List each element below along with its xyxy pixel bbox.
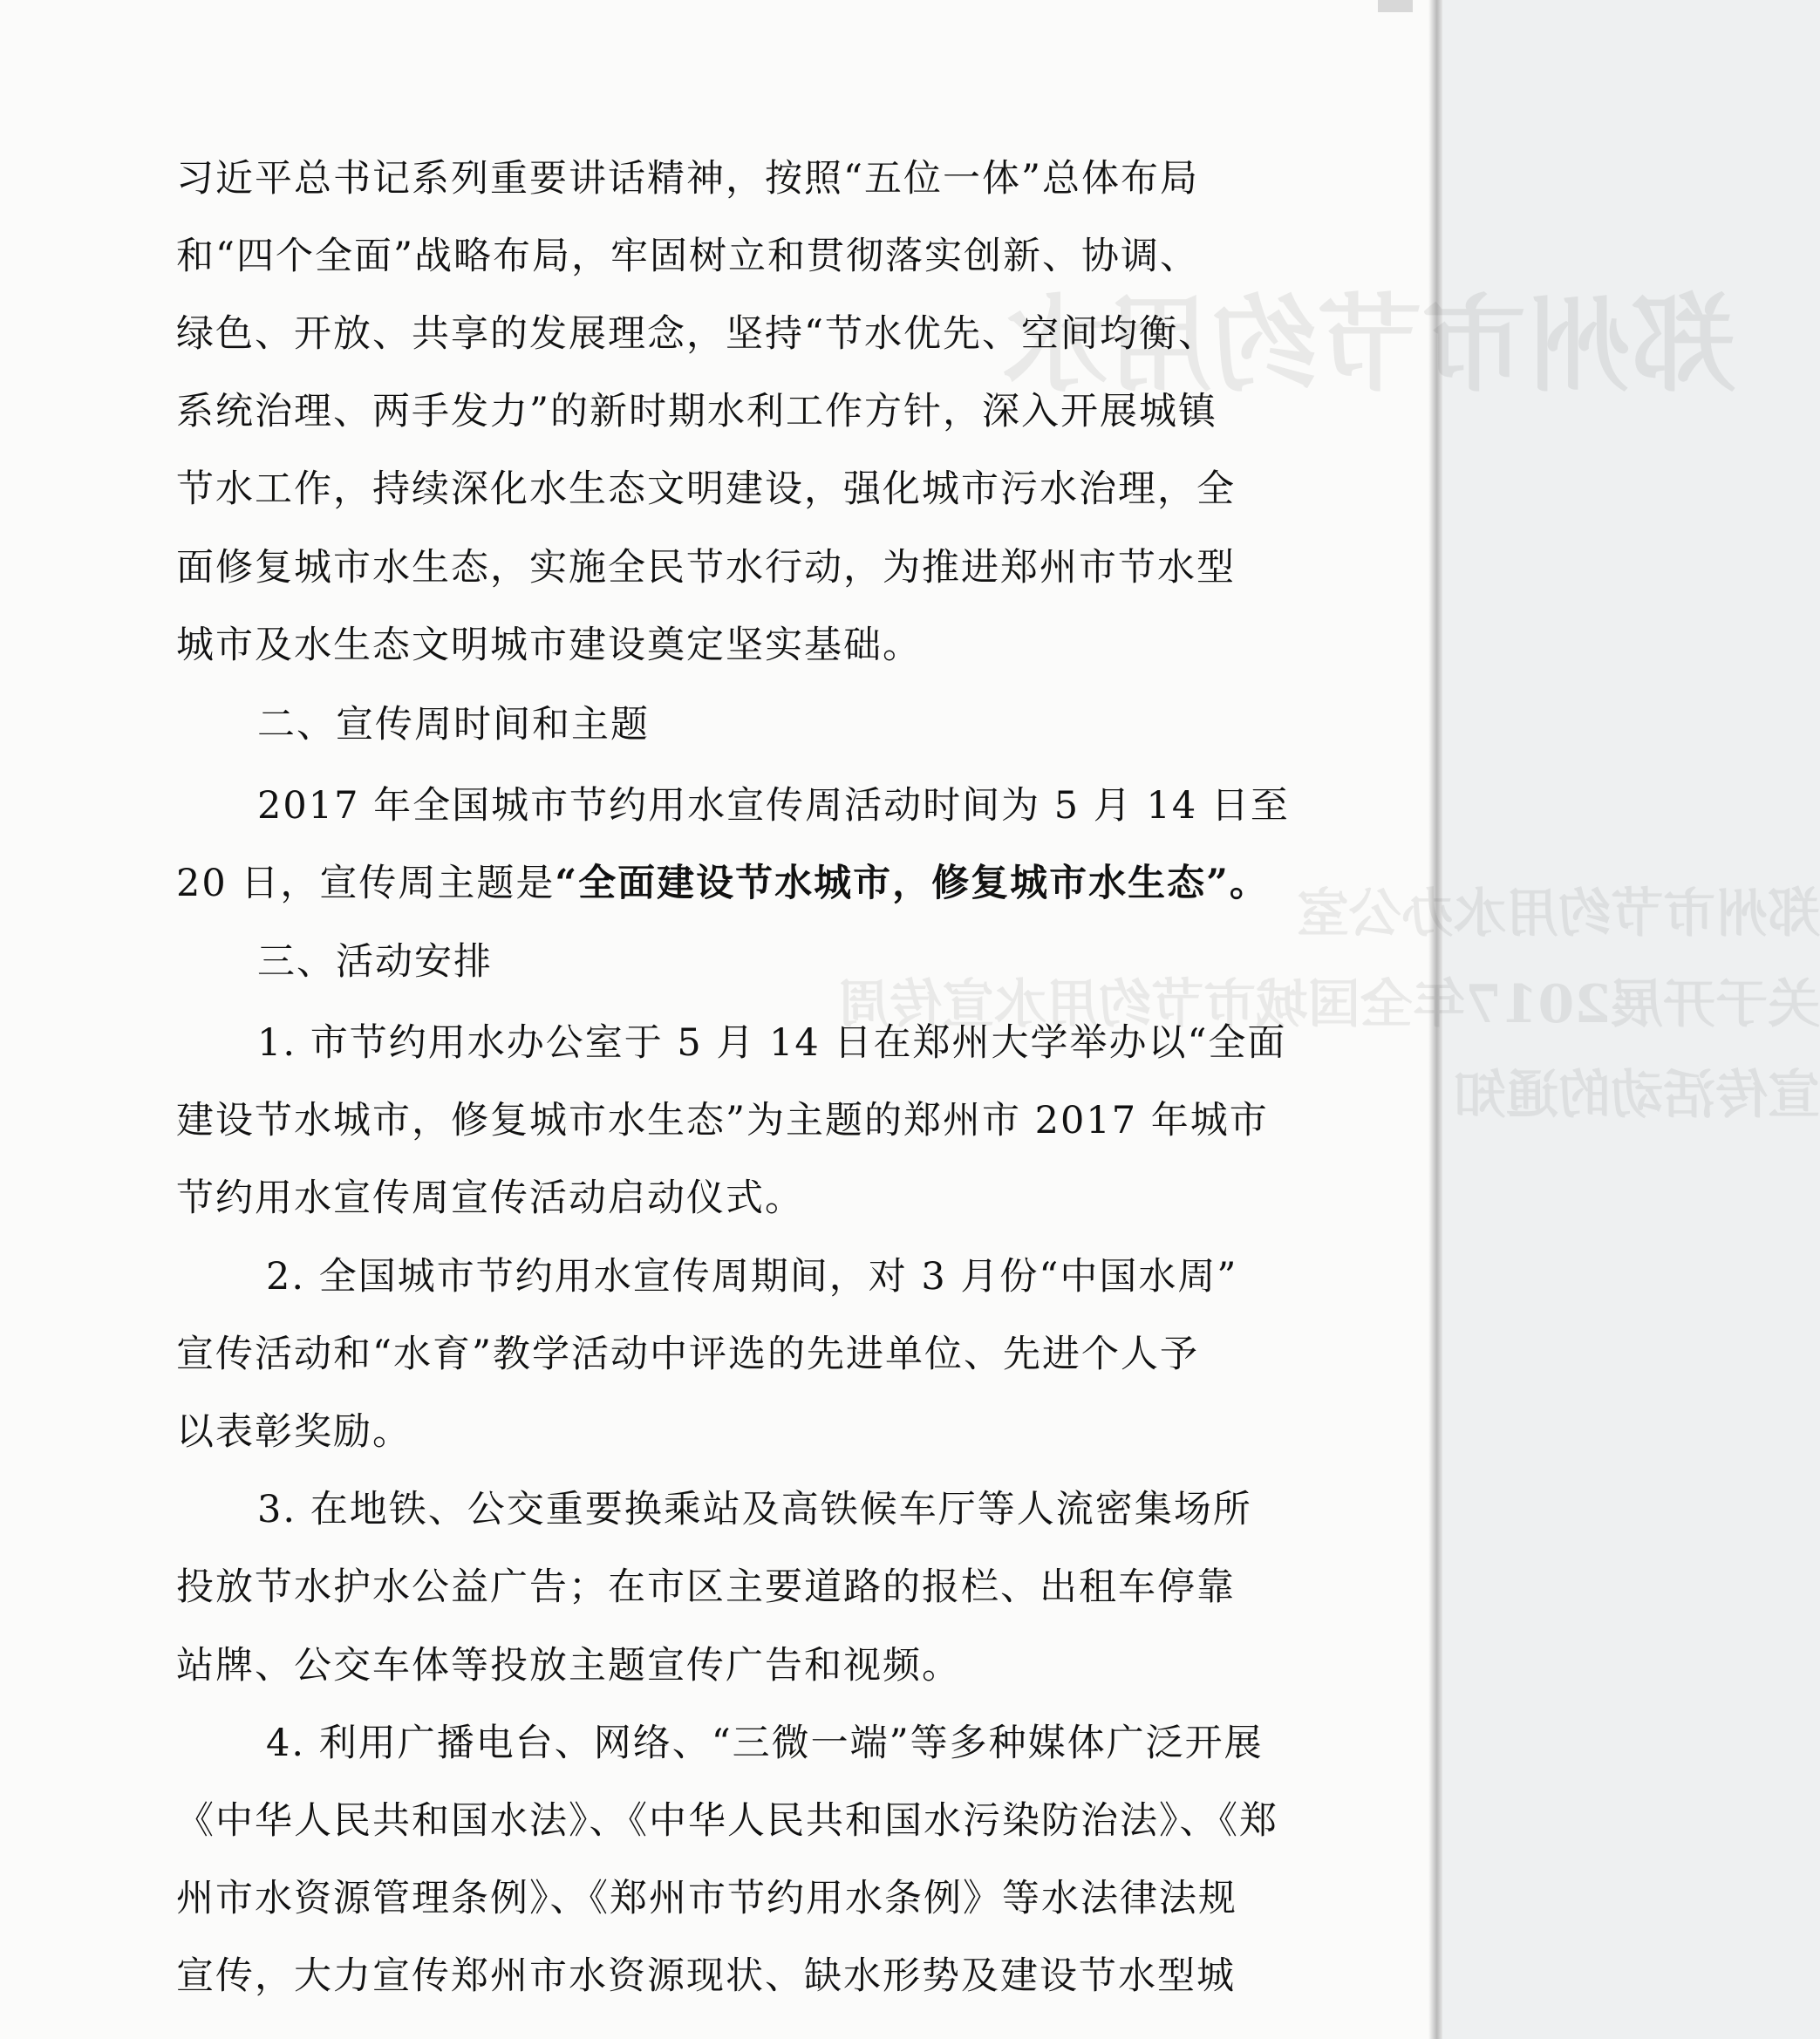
body-line: 节水工作，持续深化水生态文明建设，强化城市污水治理，全 [176,467,1236,511]
body-line: 《中华人民共和国水法》、《中华人民共和国水污染防治法》、《郑 [176,1799,1278,1843]
body-line: 建设节水城市，修复城市水生态”为主题的郑州市 2017 年城市 [176,1099,1269,1142]
body-line: 3. 在地铁、公交重要换乘站及高铁候车厅等人流密集场所 [257,1488,1252,1531]
body-line: 2. 全国城市节约用水宣传周期间，对 3 月份“中国水周” [266,1255,1238,1299]
body-line: 2017 年全国城市节约用水宣传周活动时间为 5 月 14 日至 [257,784,1290,828]
body-line: 绿色、开放、共享的发展理念，坚持“节水优先、空间均衡、 [176,312,1217,356]
body-line: 4. 利用广播电台、网络、“三微一端”等多种媒体广泛开展 [266,1722,1264,1765]
body-line: 节约用水宣传周宣传活动启动仪式。 [176,1176,804,1220]
body-line: 1. 市节约用水办公室于 5 月 14 日在郑州大学举办以“全面 [257,1021,1287,1065]
section-heading-3: 三、活动安排 [257,940,493,984]
body-line: 宣传活动和“水育”教学活动中评选的先进单位、先进个人予 [176,1333,1199,1376]
body-line [0,862,1442,905]
body-line: 系统治理、两手发力”的新时期水利工作方针，深入开展城镇 [176,390,1217,433]
campaign-theme: “全面建设节水城市，修复城市水生态”。 [555,862,1269,905]
body-text: 20 日，宣传周主题是 [176,862,556,905]
bleed-through-header: 郑州市节约用水 [1003,283,1735,406]
body-line: 以表彰奖励。 [176,1410,412,1454]
body-line: 投放节水护水公益广告；在市区主要道路的报栏、出租车停靠 [176,1565,1236,1609]
body-line: 和“四个全面”战略布局，牢固树立和贯彻落实创新、协调、 [176,235,1199,278]
section-heading-2: 二、宣传周时间和主题 [257,703,650,747]
body-line: 站牌、公交车体等投放主题宣传广告和视频。 [176,1644,961,1688]
body-line: 城市及水生态文明城市建设奠定坚实基础。 [176,624,922,667]
body-line: 习近平总书记系列重要讲话精神，按照“五位一体”总体布局 [176,157,1199,201]
body-line: 州市水资源管理条例》、《郑州市节约用水条例》等水法律法规 [176,1877,1237,1920]
bleed-through-text: 郑州市节约用水办公室 关于开展2017年全国城市节约用水宣传周 宣传活动的通知 [837,883,1820,1126]
body-line: 宣传，大力宣传郑州市水资源现状、缺水形势及建设节水型城 [176,1954,1236,1998]
body-line: 面修复城市水生态，实施全民节水行动，为推进郑州市节水型 [176,546,1236,590]
scan-corner-mark [1378,0,1413,12]
